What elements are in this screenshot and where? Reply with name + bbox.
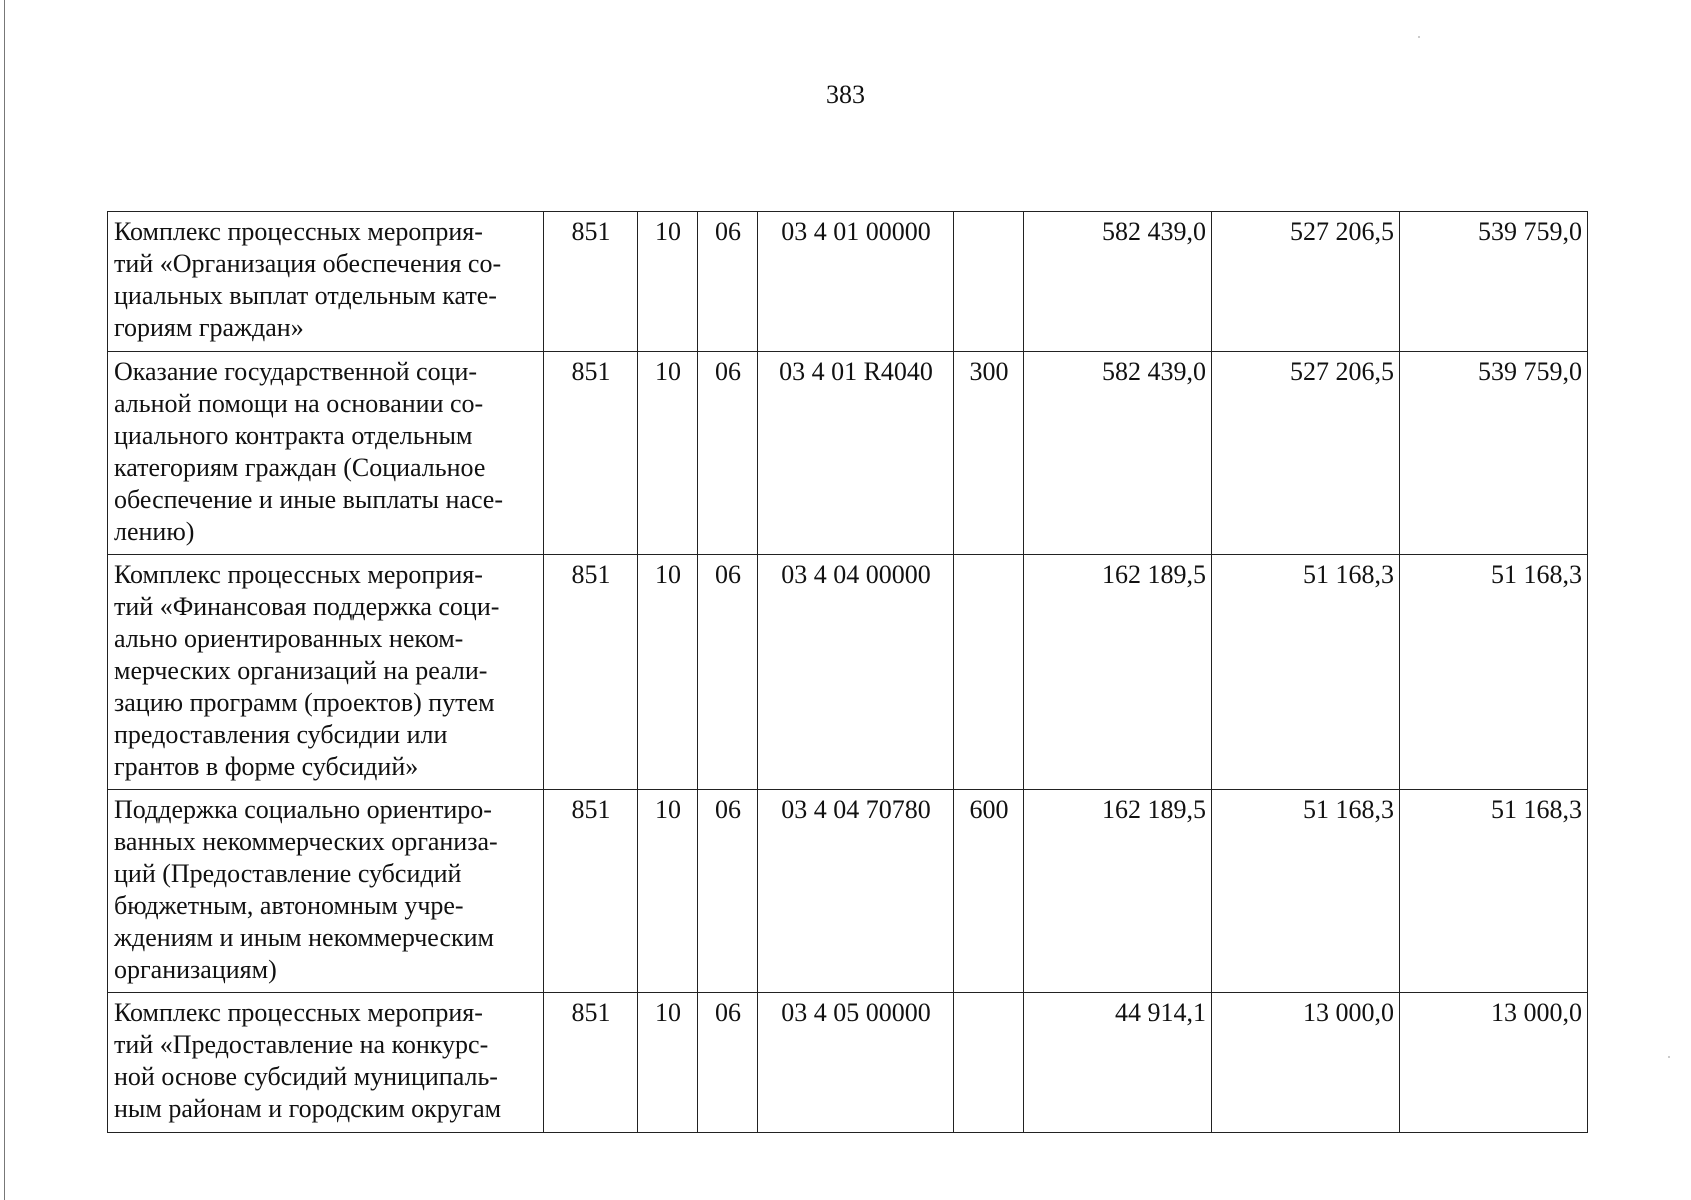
amount-year-3: 13 000,0 bbox=[1400, 993, 1588, 1133]
page-number: 383 bbox=[826, 80, 865, 109]
target-article-code: 03 4 01 R4040 bbox=[758, 352, 954, 555]
subsection-code: 06 bbox=[698, 555, 758, 790]
ministry-code: 851 bbox=[544, 993, 638, 1133]
amount-year-1: 44 914,1 bbox=[1024, 993, 1212, 1133]
amount-year-1: 162 189,5 bbox=[1024, 790, 1212, 993]
expense-type-code: 300 bbox=[954, 352, 1024, 555]
table-row bbox=[108, 352, 1588, 555]
target-article-code: 03 4 04 00000 bbox=[758, 555, 954, 790]
target-article-code: 03 4 05 00000 bbox=[758, 993, 954, 1133]
scan-speck bbox=[1668, 1056, 1670, 1058]
expense-type-code bbox=[954, 212, 1024, 352]
table-row bbox=[108, 993, 1588, 1133]
amount-year-3: 539 759,0 bbox=[1400, 352, 1588, 555]
ministry-code: 851 bbox=[544, 790, 638, 993]
row-name-cell bbox=[108, 790, 544, 993]
ministry-code: 851 bbox=[544, 212, 638, 352]
expense-type-code: 600 bbox=[954, 790, 1024, 993]
amount-year-2: 51 168,3 bbox=[1212, 555, 1400, 790]
row-name: Поддержка социально ориентиро- ванных некоммерческих организа- ций (Предоставление субсидий бюджетным, автономным учре- ждениям и иным некоммерческим организациям) bbox=[114, 795, 498, 984]
amount-year-1: 162 189,5 bbox=[1024, 555, 1212, 790]
amount-year-2: 13 000,0 bbox=[1212, 993, 1400, 1133]
row-name-cell bbox=[108, 993, 544, 1133]
amount-year-2: 527 206,5 bbox=[1212, 212, 1400, 352]
table-row bbox=[108, 790, 1588, 993]
amount-year-1: 582 439,0 bbox=[1024, 352, 1212, 555]
row-name-cell bbox=[108, 212, 544, 352]
target-article-code: 03 4 04 70780 bbox=[758, 790, 954, 993]
budget-table bbox=[107, 211, 1588, 1133]
section-code: 10 bbox=[638, 790, 698, 993]
subsection-code: 06 bbox=[698, 993, 758, 1133]
section-code: 10 bbox=[638, 212, 698, 352]
section-code: 10 bbox=[638, 993, 698, 1133]
row-name-cell bbox=[108, 352, 544, 555]
row-name-cell bbox=[108, 555, 544, 790]
scan-margin-line bbox=[4, 0, 5, 1200]
amount-year-3: 51 168,3 bbox=[1400, 555, 1588, 790]
table-row bbox=[108, 212, 1588, 352]
section-code: 10 bbox=[638, 555, 698, 790]
ministry-code: 851 bbox=[544, 555, 638, 790]
table-body bbox=[108, 212, 1588, 1133]
scan-speck bbox=[1418, 36, 1420, 38]
section-code: 10 bbox=[638, 352, 698, 555]
row-name: Комплекс процессных мероприя- тий «Организация обеспечения со- циальных выплат отдельным кате- гориям граждан» bbox=[114, 217, 502, 342]
expense-type-code bbox=[954, 555, 1024, 790]
subsection-code: 06 bbox=[698, 212, 758, 352]
row-name: Комплекс процессных мероприя- тий «Финансовая поддержка соци- ально ориентированных неком- мерческих организаций на реали- зацию программ (проектов) путем предоставления субсидии или грантов в форме субсидий» bbox=[114, 560, 500, 781]
amount-year-3: 539 759,0 bbox=[1400, 212, 1588, 352]
row-name: Комплекс процессных мероприя- тий «Предоставление на конкурс- ной основе субсидий муниципаль- ным районам и городским округам bbox=[114, 998, 502, 1123]
table-row bbox=[108, 555, 1588, 790]
expense-type-code bbox=[954, 993, 1024, 1133]
amount-year-2: 527 206,5 bbox=[1212, 352, 1400, 555]
amount-year-3: 51 168,3 bbox=[1400, 790, 1588, 993]
target-article-code: 03 4 01 00000 bbox=[758, 212, 954, 352]
amount-year-1: 582 439,0 bbox=[1024, 212, 1212, 352]
row-name: Оказание государственной соци- альной помощи на основании со- циального контракта отдельным категориям граждан (Социальное обеспечение и иные выплаты насе- лению) bbox=[114, 357, 503, 546]
amount-year-2: 51 168,3 bbox=[1212, 790, 1400, 993]
subsection-code: 06 bbox=[698, 790, 758, 993]
ministry-code: 851 bbox=[544, 352, 638, 555]
subsection-code: 06 bbox=[698, 352, 758, 555]
